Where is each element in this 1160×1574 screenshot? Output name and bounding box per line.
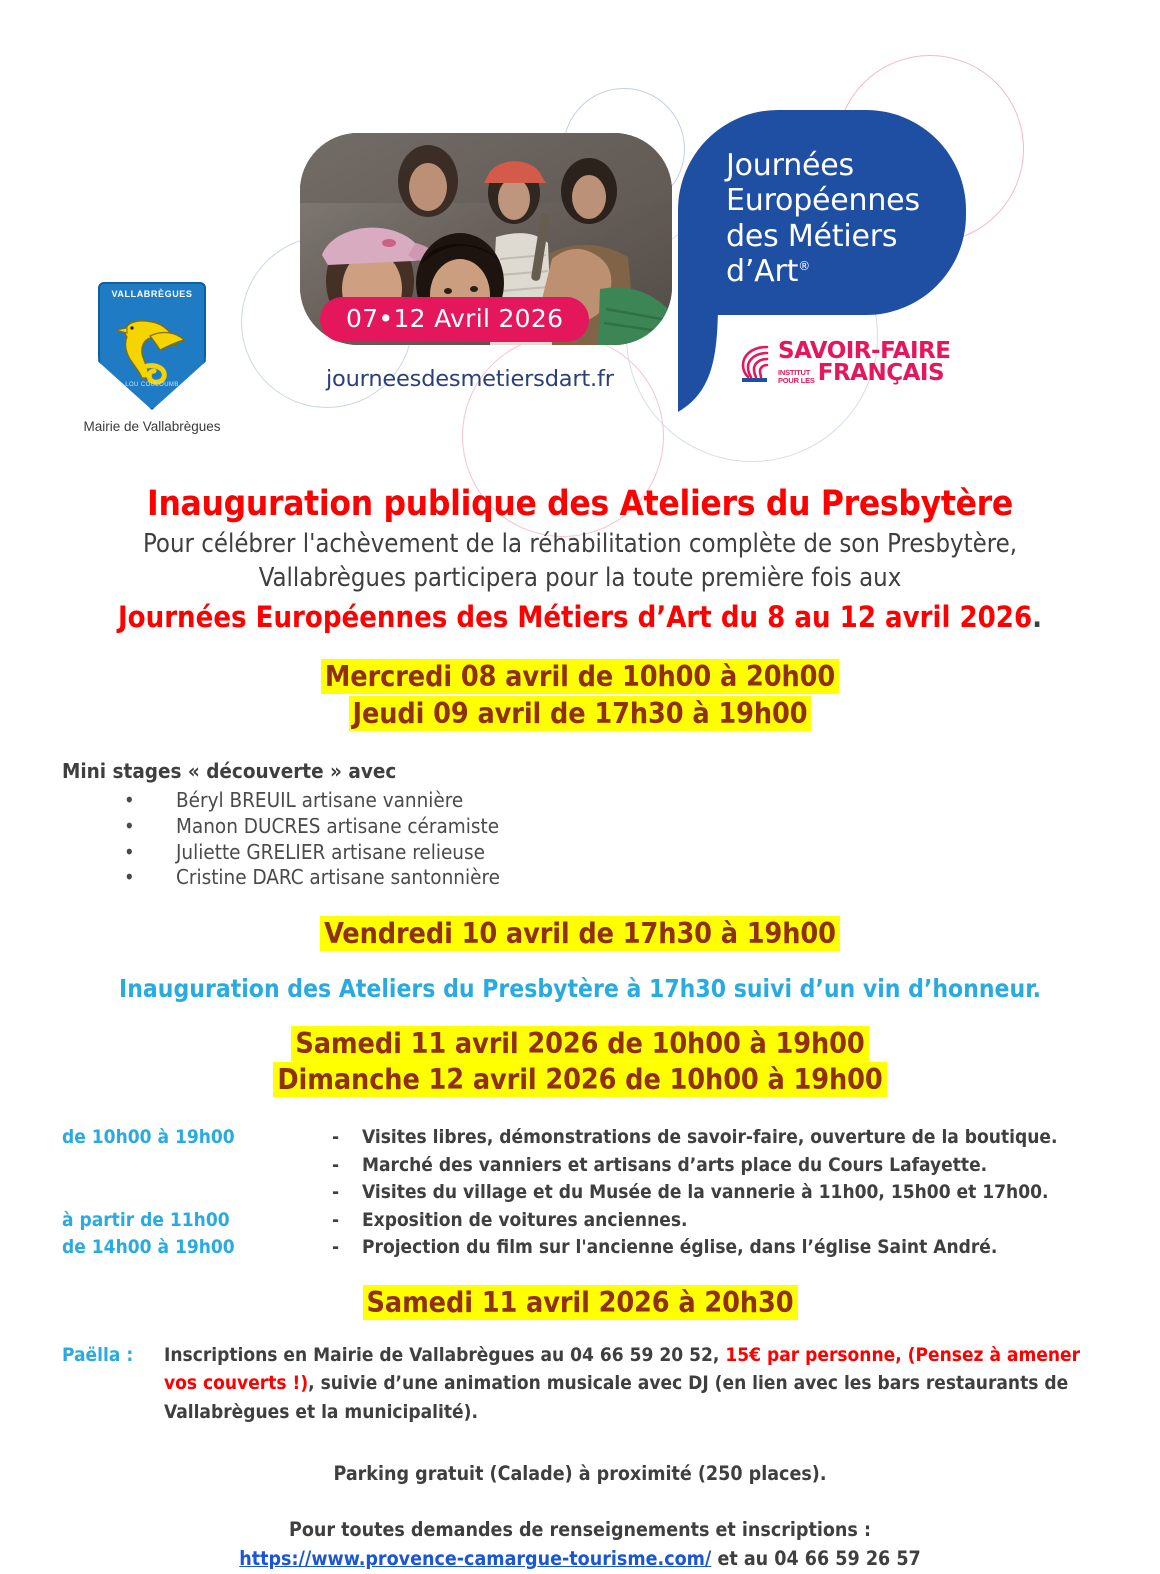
paella-section: [0, 1341, 1160, 1427]
schedule-time: de 10h00 à 19h00: [62, 1126, 235, 1149]
schedule-dash: -: [332, 1126, 340, 1149]
page-title: Inauguration publique des Ateliers du Presbytère: [147, 484, 1013, 524]
contact-line: [0, 1544, 1160, 1573]
list-item: • Béryl BREUIL artisane vannière: [0, 788, 1160, 814]
jema-title-line-2: Européennes: [726, 183, 920, 219]
paella-text-part-2: , suivie d’une animation musicale avec DJ (en lien avec les bars restaurants de Vallabrègues et la municipalité).: [164, 1372, 1069, 1423]
schedule-time: à partir de 11h00: [62, 1208, 230, 1231]
schedule-activity: Projection du film sur l'ancienne église, dans l’église Saint André.: [362, 1236, 998, 1259]
schedule-activity: Exposition de voitures anciennes.: [362, 1208, 688, 1231]
inauguration-announcement: Inauguration des Ateliers du Presbytère à 17h30 suivi d’un vin d’honneur.: [119, 973, 1041, 1003]
vallabregues-coat-of-arms-icon: [98, 282, 206, 410]
weekend-schedule-table: [0, 1124, 1160, 1262]
paella-price-highlight: 15€ par personne, (Pensez à amener vos couverts !): [164, 1343, 1081, 1395]
highlight-row: [0, 1063, 1160, 1098]
contact-heading: Pour toutes demandes de renseignements et inscriptions :: [288, 1518, 871, 1542]
jema-title: [726, 148, 920, 290]
list-item: • Cristine DARC artisane santonnière: [0, 865, 1160, 891]
highlight-row: [0, 917, 1160, 952]
shield-top-label: VALLABRÈGUES: [111, 289, 193, 299]
savoir-faire-wordmark: [778, 338, 951, 386]
dates-block-weekend: [0, 1027, 1160, 1099]
mini-stages-heading: Mini stages « découverte » avec: [62, 759, 397, 784]
schedule-dash: -: [332, 1208, 340, 1231]
paella-description: [164, 1341, 1100, 1427]
schedule-dash: -: [332, 1153, 340, 1176]
contact-phone: et au 04 66 59 26 57: [711, 1547, 921, 1571]
intro-line-1: Pour célébrer l'achèvement de la réhabilitation complète de son Presbytère,: [143, 529, 1017, 559]
contact-footer: [0, 1515, 1160, 1574]
schedule-activity: Visites libres, démonstrations de savoir-faire, ouverture de la boutique.: [362, 1126, 1058, 1149]
schedule-time: de 14h00 à 19h00: [62, 1236, 235, 1259]
paella-label: Paëlla :: [62, 1343, 134, 1366]
table-row: [0, 1124, 1160, 1152]
schedule-time: [0, 1152, 332, 1180]
event-dates-pill: 07•12 Avril 2026: [320, 297, 589, 342]
parking-note: Parking gratuit (Calade) à proximité (250 places).: [333, 1462, 827, 1486]
intro-paragraph: [0, 528, 1160, 596]
dates-block-wednesday-thursday: [0, 660, 1160, 732]
schedule-time: [0, 1179, 332, 1207]
shield-motto-label: LOU COULOUMB: [125, 382, 179, 388]
date-highlight: Samedi 11 avril 2026 à 20h30: [363, 1285, 798, 1320]
jema-participation-line: [0, 600, 1160, 634]
savoir-faire-fingerprint-icon: [737, 343, 771, 383]
table-row: [0, 1234, 1160, 1262]
savoir-faire-subline: [778, 369, 815, 385]
jema-title-line-1: Journées: [726, 148, 854, 183]
savoir-faire-line-2: FRANÇAIS: [817, 359, 945, 386]
poster-body: [0, 484, 1160, 1574]
savoir-faire-small-1: INSTITUT: [778, 367, 811, 377]
highlight-row: [0, 660, 1160, 695]
table-row: [0, 1207, 1160, 1235]
tourism-website-link[interactable]: https://www.provence-camargue-tourisme.com/: [239, 1547, 712, 1571]
highlight-row: [0, 697, 1160, 732]
highlight-row: [0, 1027, 1160, 1062]
jema-title-line-3: des Métiers: [726, 218, 898, 254]
schedule-activity: Visites du village et du Musée de la vannerie à 11h00, 15h00 et 17h00.: [362, 1181, 1049, 1204]
paella-text-part-1: Inscriptions en Mairie de Vallabrègues au 04 66 59 20 52,: [164, 1343, 726, 1366]
registered-trademark-mark: ®: [798, 259, 811, 274]
schedule-activity: Marché des vanniers et artisans d’arts place du Cours Lafayette.: [362, 1153, 988, 1176]
town-logo-caption: Mairie de Vallabrègues: [83, 419, 221, 434]
schedule-dash: -: [332, 1236, 340, 1259]
jema-title-line-4: d’Art®: [726, 254, 811, 290]
dates-block-saturday-evening: [0, 1286, 1160, 1321]
jema-participation-text: Journées Européennes des Métiers d’Art du 8 au 12 avril 2026: [117, 599, 1033, 634]
jema-participation-period: .: [1032, 599, 1043, 634]
list-item: • Manon DUCRES artisane céramiste: [0, 814, 1160, 840]
list-item: • Juliette GRELIER artisane relieuse: [0, 840, 1160, 866]
date-highlight: Mercredi 08 avril de 10h00 à 20h00: [321, 659, 839, 694]
poster-header: [0, 0, 1160, 460]
date-highlight: Dimanche 12 avril 2026 de 10h00 à 19h00: [273, 1062, 886, 1097]
schedule-dash: -: [332, 1181, 340, 1204]
dates-block-friday: [0, 917, 1160, 952]
savoir-faire-logo: [737, 338, 951, 386]
town-logo-block: [72, 282, 232, 434]
table-row: [0, 1152, 1160, 1180]
table-row: [0, 1179, 1160, 1207]
mini-stages-list: [0, 788, 1160, 891]
intro-line-2: Vallabrègues participera pour la toute première fois aux: [258, 562, 902, 593]
jema-website-url[interactable]: journeesdesmetiersdart.fr: [326, 366, 614, 392]
date-highlight: Samedi 11 avril 2026 de 10h00 à 19h00: [291, 1026, 868, 1061]
date-highlight: Jeudi 09 avril de 17h30 à 19h00: [349, 696, 812, 731]
highlight-row: [0, 1286, 1160, 1321]
savoir-faire-line-1: SAVOIR-FAIRE: [778, 338, 951, 364]
swan-emblem-icon: [114, 306, 190, 388]
date-highlight: Vendredi 10 avril de 17h30 à 19h00: [320, 916, 840, 951]
savoir-faire-small-2: POUR LES: [778, 375, 815, 385]
